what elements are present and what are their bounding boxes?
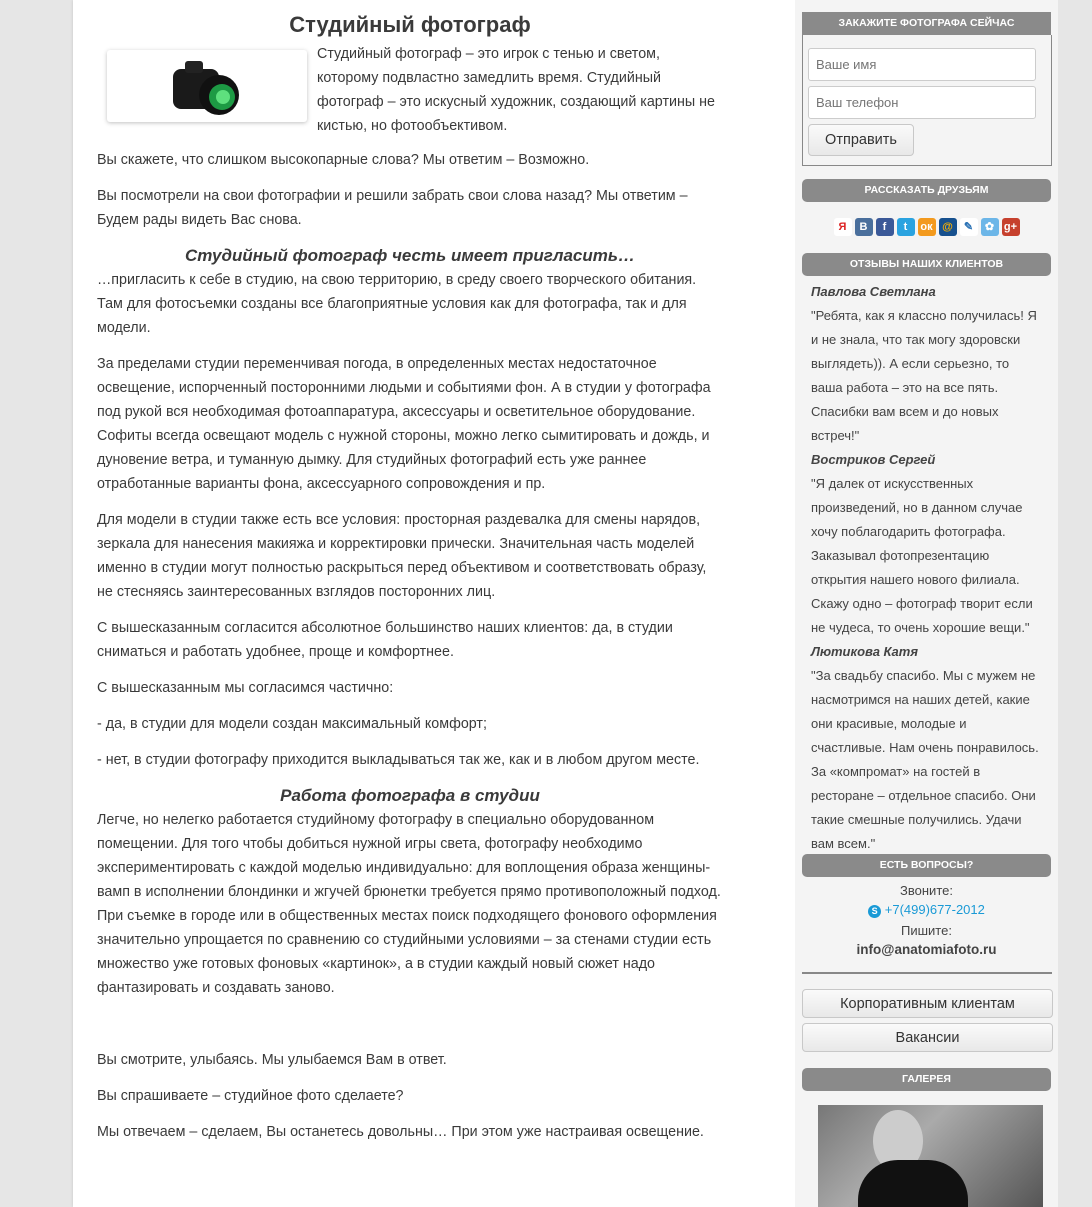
name-input[interactable]: [808, 48, 1036, 81]
paragraph: Мы отвечаем – сделаем, Вы останетесь довольны… При этом уже настраивая освещение.: [97, 1124, 704, 1140]
review-author: Павлова Светлана: [811, 284, 936, 299]
twitter-icon[interactable]: t: [897, 218, 915, 236]
review-text: "За свадьбу спасибо. Мы с мужем не насмотримся на наших детей, какие они красивые, молодые и счастливые. Нам очень понравилось. За «компромат» на гостей в ресторане – отдельное спасибо. Они такие смешные получились. Удачи вам всем.": [811, 668, 1039, 851]
paragraph: С вышесказанным мы согласимся частично:: [97, 680, 394, 696]
yaru-icon[interactable]: Я: [834, 218, 852, 236]
intro-text: Студийный фотограф – это игрок с тенью и светом, которому подвластно замедлить время. Студийный фотограф – это искусный художник, создающий картины не кистью, но фотообъективом.: [317, 46, 715, 134]
vk-icon[interactable]: B: [855, 218, 873, 236]
email-link[interactable]: info@anatomiafoto.ru: [856, 942, 997, 957]
main-content: [73, 0, 795, 1207]
paragraph: Вы посмотрели на свои фотографии и решили забрать свои слова назад? Мы ответим – Будем рады видеть Вас снова.: [97, 188, 688, 228]
order-widget-title: ЗАКАЖИТЕ ФОТОГРАФА СЕЙЧАС: [802, 12, 1051, 35]
paragraph: Вы скажете, что слишком высокопарные слова? Мы ответим – Возможно.: [97, 152, 590, 168]
paragraph: Вы смотрите, улыбаясь. Мы улыбаемся Вам в ответ.: [97, 1052, 447, 1068]
paragraph: Для модели в студии также есть все условия: просторная раздевалка для смены нарядов, зеркала для нанесения макияжа и корректировки прически. Значительная часть моделей именно в студии могут полностью раскрыться перед объективом и соответствовать образу, не стесняясь заинтересованных взглядов посторонних лиц.: [97, 512, 707, 600]
paragraph: …пригласить к себе в студию, на свою территорию, в среду своего творческого обитания. Там для фотосъемки созданы все благоприятные условия как для фотографа, так и для модели.: [97, 272, 697, 336]
review-author: Востриков Сергей: [811, 452, 936, 467]
review-item: [811, 448, 1042, 640]
share-widget-title: РАССКАЗАТЬ ДРУЗЬЯМ: [802, 179, 1051, 202]
paragraph: - нет, в студии фотографу приходится выкладываться так же, как и в любом другом месте.: [97, 752, 700, 768]
submit-button[interactable]: Отправить: [808, 124, 914, 156]
odnoklassniki-icon[interactable]: ок: [918, 218, 936, 236]
googleplus-icon[interactable]: g+: [1002, 218, 1020, 236]
contacts: [795, 881, 1058, 959]
gallery-widget-title: ГАЛЕРЕЯ: [802, 1068, 1051, 1091]
paragraph: Легче, но нелегко работается студийному фотографу в специально оборудованном помещении. Для того чтобы добиться нужной игры света, фотографу необходимо экспериментировать с каждой моделью индивидуально: для воплощения образа женщины-вамп в исполнении блондинки и жгучей брюнетки требуется прямо противоположный подход. При съемке в городе или в общественных местах поиск подходящего фонового оформления значительно упрощается по сравнению со студийными условиями – за стенами студии есть множество уже готовых фоновых «картинок», а в студии каждый новый сюжет надо фантазировать и создавать заново.: [97, 812, 721, 996]
reviews-list: [795, 280, 1058, 856]
paragraph: - да, в студии для модели создан максимальный комфорт;: [97, 716, 487, 732]
call-label: Звоните:: [900, 883, 953, 898]
review-item: [811, 640, 1042, 856]
review-item: [811, 280, 1042, 448]
corporate-clients-button[interactable]: Корпоративным клиентам: [802, 989, 1053, 1018]
share-icons: [795, 218, 1058, 236]
gallery-image[interactable]: [818, 1105, 1043, 1207]
section-heading: Работа фотографа в студии: [280, 786, 540, 805]
camera-icon: [167, 53, 247, 119]
questions-widget-title: ЕСТЬ ВОПРОСЫ?: [802, 854, 1051, 877]
livejournal-icon[interactable]: ✎: [960, 218, 978, 236]
phone-link[interactable]: +7(499)677-2012: [884, 902, 985, 917]
paragraph: С вышесказанным согласится абсолютное большинство наших клиентов: да, в студии сниматься и работать удобнее, проще и комфортнее.: [97, 620, 673, 660]
section-heading: Студийный фотограф честь имеет пригласить…: [185, 246, 635, 265]
mailru-icon[interactable]: @: [939, 218, 957, 236]
review-text: "Я далек от искусственных произведений, но в данном случае хочу поблагодарить фотографа. Заказывал фотопрезентацию открытия нашего нового филиала. Скажу одно – фотограф творит если не чудеса, то очень хорошие вещи.": [811, 476, 1033, 635]
order-form: [802, 35, 1052, 166]
skype-icon: S: [868, 905, 881, 918]
review-text: "Ребята, как я классно получилась! Я и не знала, что так могу здоровски выглядеть)). А если серьезно, то ваша работа – это на все пять. Спасибки вам всем и до новых встреч!": [811, 308, 1037, 443]
review-author: Лютикова Катя: [811, 644, 918, 659]
write-label: Пишите:: [901, 923, 952, 938]
facebook-icon[interactable]: f: [876, 218, 894, 236]
page-title: Студийный фотограф: [289, 12, 531, 37]
reviews-widget-title: ОТЗЫВЫ НАШИХ КЛИЕНТОВ: [802, 253, 1051, 276]
paragraph: За пределами студии переменчивая погода, в определенных местах недостаточное освещение, испорченный посторонними людьми и событиями фон. А в студии у фотографа под рукой вся необходимая фотоаппаратура, аксессуары и осветительное оборудование. Софиты всегда освещают модель с нужной стороны, можно легко сымитировать и дождь, и дуновение ветра, и туманную дымку. Для студийных фотографий есть уже раннее отработанные варианты фона, аксессуарного сопровождения и пр.: [97, 356, 711, 492]
moikrug-icon[interactable]: ✿: [981, 218, 999, 236]
paragraph: Вы спрашиваете – студийное фото сделаете?: [97, 1088, 404, 1104]
sidebar: [795, 0, 1058, 1207]
vacancies-button[interactable]: Вакансии: [802, 1023, 1053, 1052]
phone-input[interactable]: [808, 86, 1036, 119]
camera-image: [107, 50, 307, 122]
divider: [802, 972, 1052, 974]
